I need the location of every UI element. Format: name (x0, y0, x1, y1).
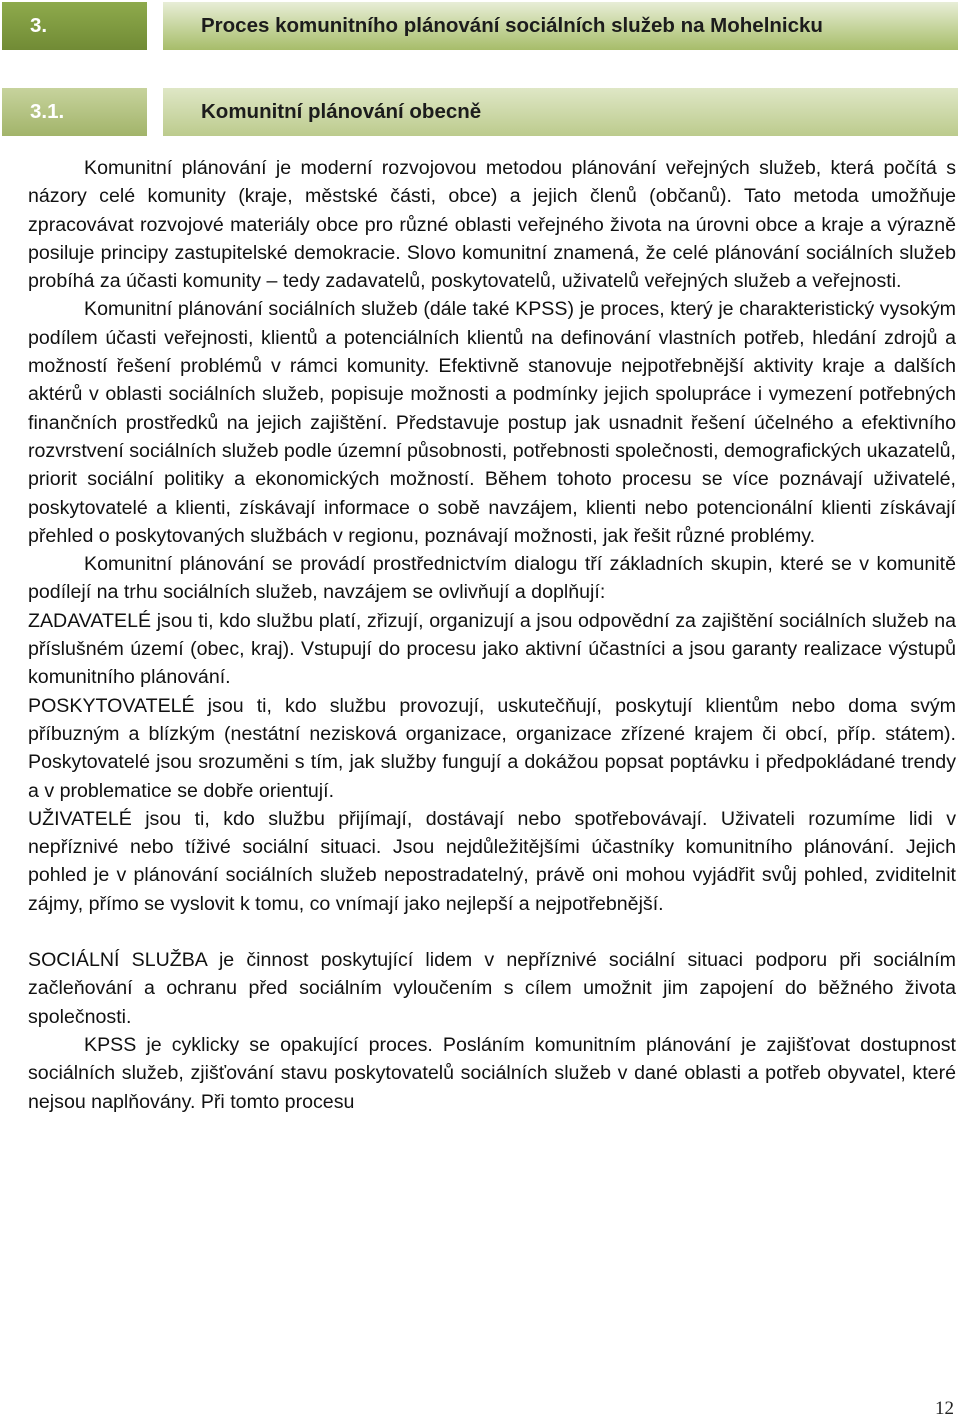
page-number: 12 (935, 1398, 954, 1419)
body-text (28, 154, 956, 1116)
paragraph-poskytovatele: POSKYTOVATELÉ jsou ti, kdo službu provozují, uskutečňují, poskytují klientům nebo doma svým příbuzným a blízkým (nestátní nezisková organizace, organizace zřízené krajem či obcí, příp. státem). Poskytovatelé jsou srozuměni s tím, jak služby fungují a dokážou popsat poptávku i předpokládané trendy a v problematice se dobře orientují. (28, 694, 956, 802)
subsection-title: Komunitní plánování obecně (163, 88, 958, 136)
paragraph-intro: Komunitní plánování je moderní rozvojovou metodou plánování veřejných služeb, která počítá s názory celé komunity (kraje, městské části, obce) a jejich členů (občanů). Tato metoda umožňuje zpracovávat rozvojové materiály obce pro různé oblasti veřejného života na úrovni obce a kraje a výrazně posiluje principy zastupitelské demokracie. Slovo komunitní znamená, že celé plánování sociálních služeb probíhá za účasti komunity – tedy zadavatelů, poskytovatelů, uživatelů veřejných služeb a veřejnosti. (28, 157, 956, 293)
paragraph-groups: Komunitní plánování se provádí prostřednictvím dialogu tří základních skupin, které se v komunitě podílejí na trhu sociálních služeb, navzájem se ovlivňují a doplňují: (28, 553, 956, 604)
subsection-number: 3.1. (2, 88, 147, 136)
paragraph-cycle: KPSS je cyklicky se opakující proces. Posláním komunitním plánování je zajišťovat dostupnost sociálních služeb, zjišťování stavu poskytovatelů sociálních služeb v dané oblasti a potřeb obyvatel, které nejsou naplňovány. Při tomto procesu (28, 1033, 956, 1113)
section-heading (0, 2, 960, 50)
section-title: Proces komunitního plánování sociálních služeb na Mohelnicku (163, 2, 958, 50)
paragraph-kpss: Komunitní plánování sociálních služeb (dále také KPSS) je proces, který je charakteristický vysokým podílem účasti veřejnosti, klientů a potenciálních klientů na definování vlastních potřeb, hledání zdrojů a možností řešení problémů v rámci komunity. Efektivně stanovuje nejpotřebnější aktivity kraje a dalších aktérů v oblasti sociálních služeb, popisuje možnosti a podmínky jejich spolupráce i vymezení potřebných finančních prostředků na jejich zajištění. Představuje postup jak usnadnit řešení účelného a efektivního rozvrstvení sociálních služeb podle územní působnosti, potřebnosti společnosti, demografických ukazatelů, priorit sociální politiky a ekonomických možností. Během tohoto procesu se více poznávají uživatelé, poskytovatelé a klienti, získávají informace o sobě navzájem, klienti nebo potencionální klienti získávají přehled o poskytovaných službách v regionu, poznávají možnosti, jak řešit různé problémy. (28, 298, 956, 547)
section-number: 3. (2, 2, 147, 50)
paragraph-uzivatele: UŽIVATELÉ jsou ti, kdo službu přijímají, dostávají nebo spotřebovávají. Uživateli rozumíme lidi v nepříznivé nebo tíživé sociální situaci. Jsou nejdůležitějšími účastníky komunitního plánování. Jejich pohled je v plánování sociálních služeb nepostradatelný, právě oni mohou vyjádřit svůj pohled, zviditelnit zájmy, přímo se vyslovit k tomu, co vnímají jako nejlepší a nejpotřebnější. (28, 807, 956, 915)
paragraph-socialni-sluzba: SOCIÁLNÍ SLUŽBA je činnost poskytující lidem v nepříznivé sociální situaci podporu při sociálním začleňování a ochranu před sociálním vyloučením s cílem umožnit jim zapojení do běžného života společnosti. (28, 949, 956, 1028)
paragraph-zadavatele: ZADAVATELÉ jsou ti, kdo službu platí, zřizují, organizují a jsou odpovědní za zajištění sociálních služeb na příslušném území (obec, kraj). Vstupují do procesu jako aktivní účastníci a jsou garanty realizace výstupů komunitního plánování. (28, 609, 956, 689)
subsection-heading (0, 88, 960, 136)
